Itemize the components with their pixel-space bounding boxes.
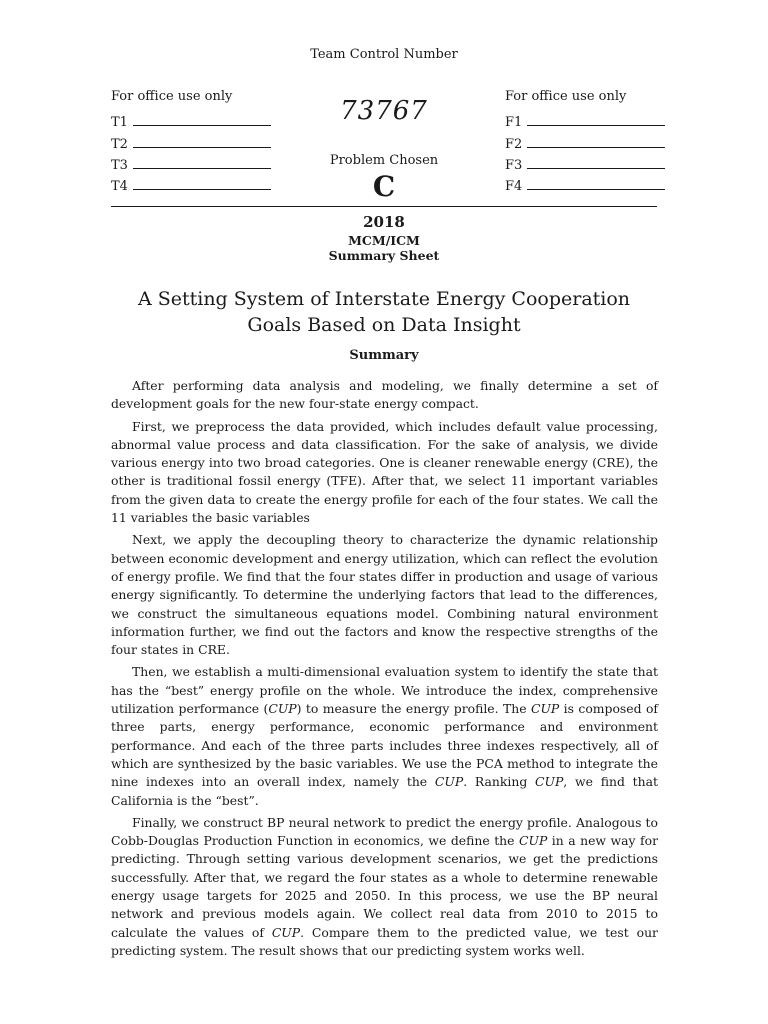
summary-heading: Summary	[349, 348, 419, 363]
office-use-heading: For office use only	[111, 89, 233, 104]
paragraph-text: . Compare them to the predicted value, we test our predicting system. The result shows that our predicting system works well.	[111, 924, 658, 958]
paragraph-text: Next, we apply the decoupling theory to characterize the dynamic relationship between economic development and energy utilization, which can reflect the evolution of energy profile. We find that the four states differ in production and usage of various energy significantly. To determine the underlying factors that lead to the differences, we construct the simultaneous equations model. Combining natural environment information further, we find out the factors and know the respective strengths of the four states in CRE.	[111, 532, 658, 658]
summary-paragraph	[111, 814, 658, 960]
field-label: F3	[505, 157, 523, 173]
paragraph-text: in a new way for predicting. Through setting various development scenarios, we get the predictions successfully. After that, we regard the four states as a whole to determine renewable energy usage targets for 2025 and 2050. In this process, we use the BP neural network and previous models again. We collect real data from 2010 to 2015 to calculate the values of	[111, 833, 659, 940]
paragraph-text: , we find that California is the “best”.	[111, 774, 658, 808]
office-use-right	[505, 89, 665, 194]
blank-line	[133, 113, 271, 126]
problem-chosen-label: Problem Chosen	[329, 153, 439, 168]
blank-line	[527, 156, 665, 169]
team-control-label: Team Control Number	[310, 47, 458, 62]
field-label: F1	[505, 115, 523, 131]
office-field-f1	[505, 109, 665, 130]
field-label: F4	[505, 179, 523, 195]
field-label: T3	[111, 157, 128, 173]
paragraph-text: First, we preprocess the data provided, which includes default value processing, abnormal value process and data classification. For the sake of analysis, we divide various energy into two broad categories. One is cleaner renewable energy (CRE), the other is traditional fossil energy (TFE). After that, we select 11 important variables from the given data to create the energy profile for each of the four states. We call the 11 variables the basic variables	[111, 418, 658, 526]
summary-paragraph	[111, 418, 658, 528]
paragraph-text: Finally, we construct BP neural network to predict the energy profile. Analogous to Cobb-Douglas Production Function in economics, we define the	[111, 814, 658, 849]
blank-line	[133, 156, 271, 169]
office-field-f2	[505, 130, 665, 151]
summary-paragraph	[111, 531, 658, 659]
office-field-t4	[111, 173, 271, 194]
field-label: T2	[111, 136, 128, 152]
paragraph-text: is composed of three parts, energy performance, economic performance and environment performance. And each of the three parts includes three indexes respectively, all of which are synthesized by the basic variables. We use the PCA method to integrate the nine indexes into an overall index, namely the	[111, 701, 658, 790]
field-label: T4	[111, 179, 128, 195]
office-use-left	[111, 89, 271, 194]
field-label: F2	[505, 136, 523, 152]
team-number: 73767	[340, 96, 428, 126]
office-field-t2	[111, 130, 271, 151]
paragraph-text: Then, we establish a multi-dimensional evaluation system to identify the state that has the “best” energy profile on the whole. We introduce the index, comprehensive utilization performance (	[111, 664, 658, 717]
office-field-t3	[111, 152, 271, 173]
office-field-t1	[111, 109, 271, 130]
title-line-1: A Setting System of Interstate Energy Cooperation	[137, 288, 631, 310]
office-use-heading: For office use only	[505, 89, 627, 104]
blank-line	[527, 177, 665, 190]
blank-line	[527, 135, 665, 148]
office-field-f4	[505, 173, 665, 194]
paragraph-text: . Ranking	[463, 774, 536, 790]
sheet-type: Summary Sheet	[328, 248, 440, 263]
header-divider	[111, 206, 657, 207]
contest-name: MCM/ICM	[348, 233, 420, 248]
field-label: T1	[111, 115, 128, 131]
italic-term: CUP	[535, 774, 564, 790]
office-field-f3	[505, 152, 665, 173]
italic-term: CUP	[530, 701, 560, 717]
summary-body	[111, 377, 658, 964]
blank-line	[133, 177, 271, 190]
italic-term: CUP	[268, 701, 297, 717]
italic-term: CUP	[519, 833, 548, 849]
blank-line	[527, 113, 665, 126]
paper-title	[100, 286, 668, 338]
title-line-2: Goals Based on Data Insight	[247, 314, 521, 336]
italic-term: CUP	[434, 774, 464, 790]
summary-paragraph	[111, 663, 658, 809]
italic-term: CUP	[271, 924, 301, 940]
paragraph-text: After performing data analysis and modeling, we finally determine a set of development goals for the new four-state energy compact.	[111, 378, 658, 412]
blank-line	[133, 135, 271, 148]
paragraph-text: ) to measure the energy profile. The	[296, 701, 531, 717]
problem-letter: C	[372, 170, 396, 203]
summary-paragraph	[111, 377, 658, 414]
year: 2018	[363, 213, 405, 231]
